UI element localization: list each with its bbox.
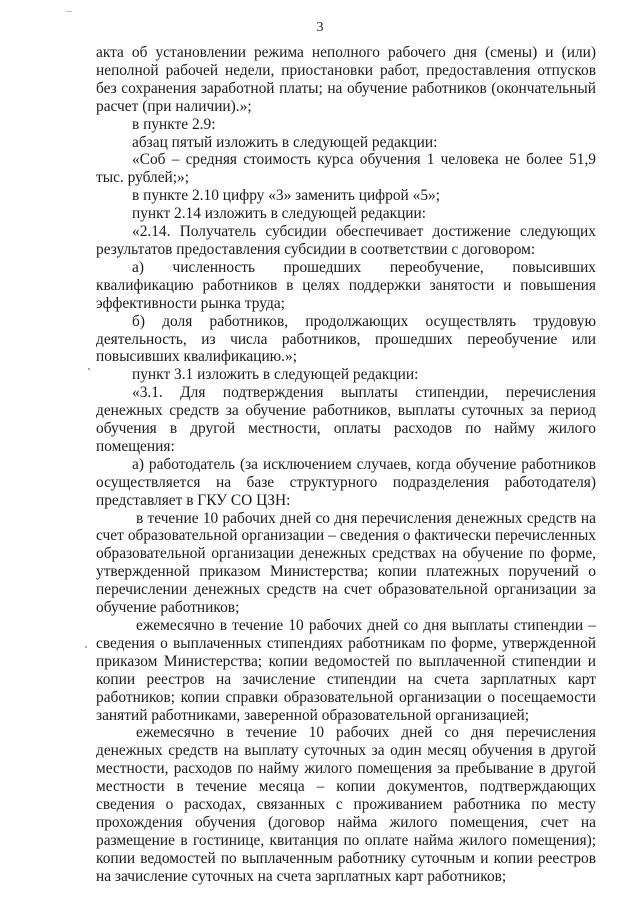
paragraph-tuition-payment: в течение 10 рабочих дней со дня перечисления денежных средств на счет образовательной организации – сведения о фактически перечисленных образовательной организации денежных средствах на обучение по форме, утвержденной приказом Министерства; копии платежных поручений о перечислении денежных средств на счет образовательной организации за обучение работников; xyxy=(96,509,596,617)
paragraph-stipend-monthly: ежемесячно в течение 10 рабочих дней со дня выплаты стипендии – сведения о выплаченных стипендиях работникам по форме, утвержденной приказом Министерства; копии ведомостей по выплаченной стипендии и копии реестров на зачисление стипендии на счета зарплатных карт работников; копии справки образовательной организации о посещаемости занятий работниками, заверенной образовательной организацией; xyxy=(96,617,596,724)
scan-speck xyxy=(85,646,87,648)
paragraph-item-2-10: в пункте 2.10 цифру «3» заменить цифрой «5»; xyxy=(132,187,440,205)
paragraph-item-2-14-text: «2.14. Получатель субсидии обеспечивает достижение следующих результатов предоставления субсидии в соответствии с договором: xyxy=(96,223,596,258)
paragraph-item-3-1-heading: пункт 3.1 изложить в следующей редакции: xyxy=(132,366,419,384)
paragraph-subitem-b: б) доля работников, продолжающих осуществлять трудовую деятельность, из числа работников, прошедших переобучение или повысивших квалификацию.»; xyxy=(96,312,596,366)
paragraph-item-2-9-heading: в пункте 2.9: xyxy=(132,115,216,133)
paragraph-subitem-a: а) численность прошедших переобучение, повысивших квалификацию работников в целях поддержки занятости и повышения эффективности рынка труда; xyxy=(96,258,596,312)
paragraph-act-ending: акта об установлении режима неполного рабочего дня (смены) и (или) неполной рабочей недели, приостановки работ, предоставления отпусков без сохранения заработной платы; на обучение работников (окончательный расчет (при наличии).»; xyxy=(96,44,596,115)
paragraph-item-2-14-heading: пункт 2.14 изложить в следующей редакции: xyxy=(132,205,427,223)
paragraph-per-diem-monthly: ежемесячно в течение 10 рабочих дней со дня перечисления денежных средств на выплату суточных за один месяц обучения в другой местности, расходов по найму жилого помещения за пребывание в другой местности в течение месяца – копии документов, подтверждающих сведения о расходах, связанных с проживанием работника по месту прохождения обучения (договор найма жилого помещения, счет на размещение в гостинице, квитанция по оплате найма жилого помещения); копии ведомостей по выплаченным работнику суточным и копии реестров на зачисление суточных на счета зарплатных карт работников; xyxy=(96,724,596,885)
paragraph-item-2-9-new-wording: «Соб – средняя стоимость курса обучения 1 человека не более 51,9 тыс. рублей;»; xyxy=(96,151,596,187)
scan-speck xyxy=(88,368,90,370)
page-number: 3 xyxy=(316,20,324,35)
document-body xyxy=(96,44,596,886)
paragraph-employer: а) работодатель (за исключением случаев, когда обучение работников осуществляется на базе структурного подразделения работодателя) представляет в ГКУ СО ЦЗН: xyxy=(96,455,596,509)
paragraph-item-3-1-text: «3.1. Для подтверждения выплаты стипендии, перечисления денежных средств за обучение работников, выплаты суточных за период обучения в другой местности, оплаты расходов по найму жилого помещения: xyxy=(96,384,596,455)
paragraph-item-2-9-instruction: абзац пятый изложить в следующей редакции: xyxy=(132,133,438,151)
scan-mark xyxy=(66,11,72,12)
